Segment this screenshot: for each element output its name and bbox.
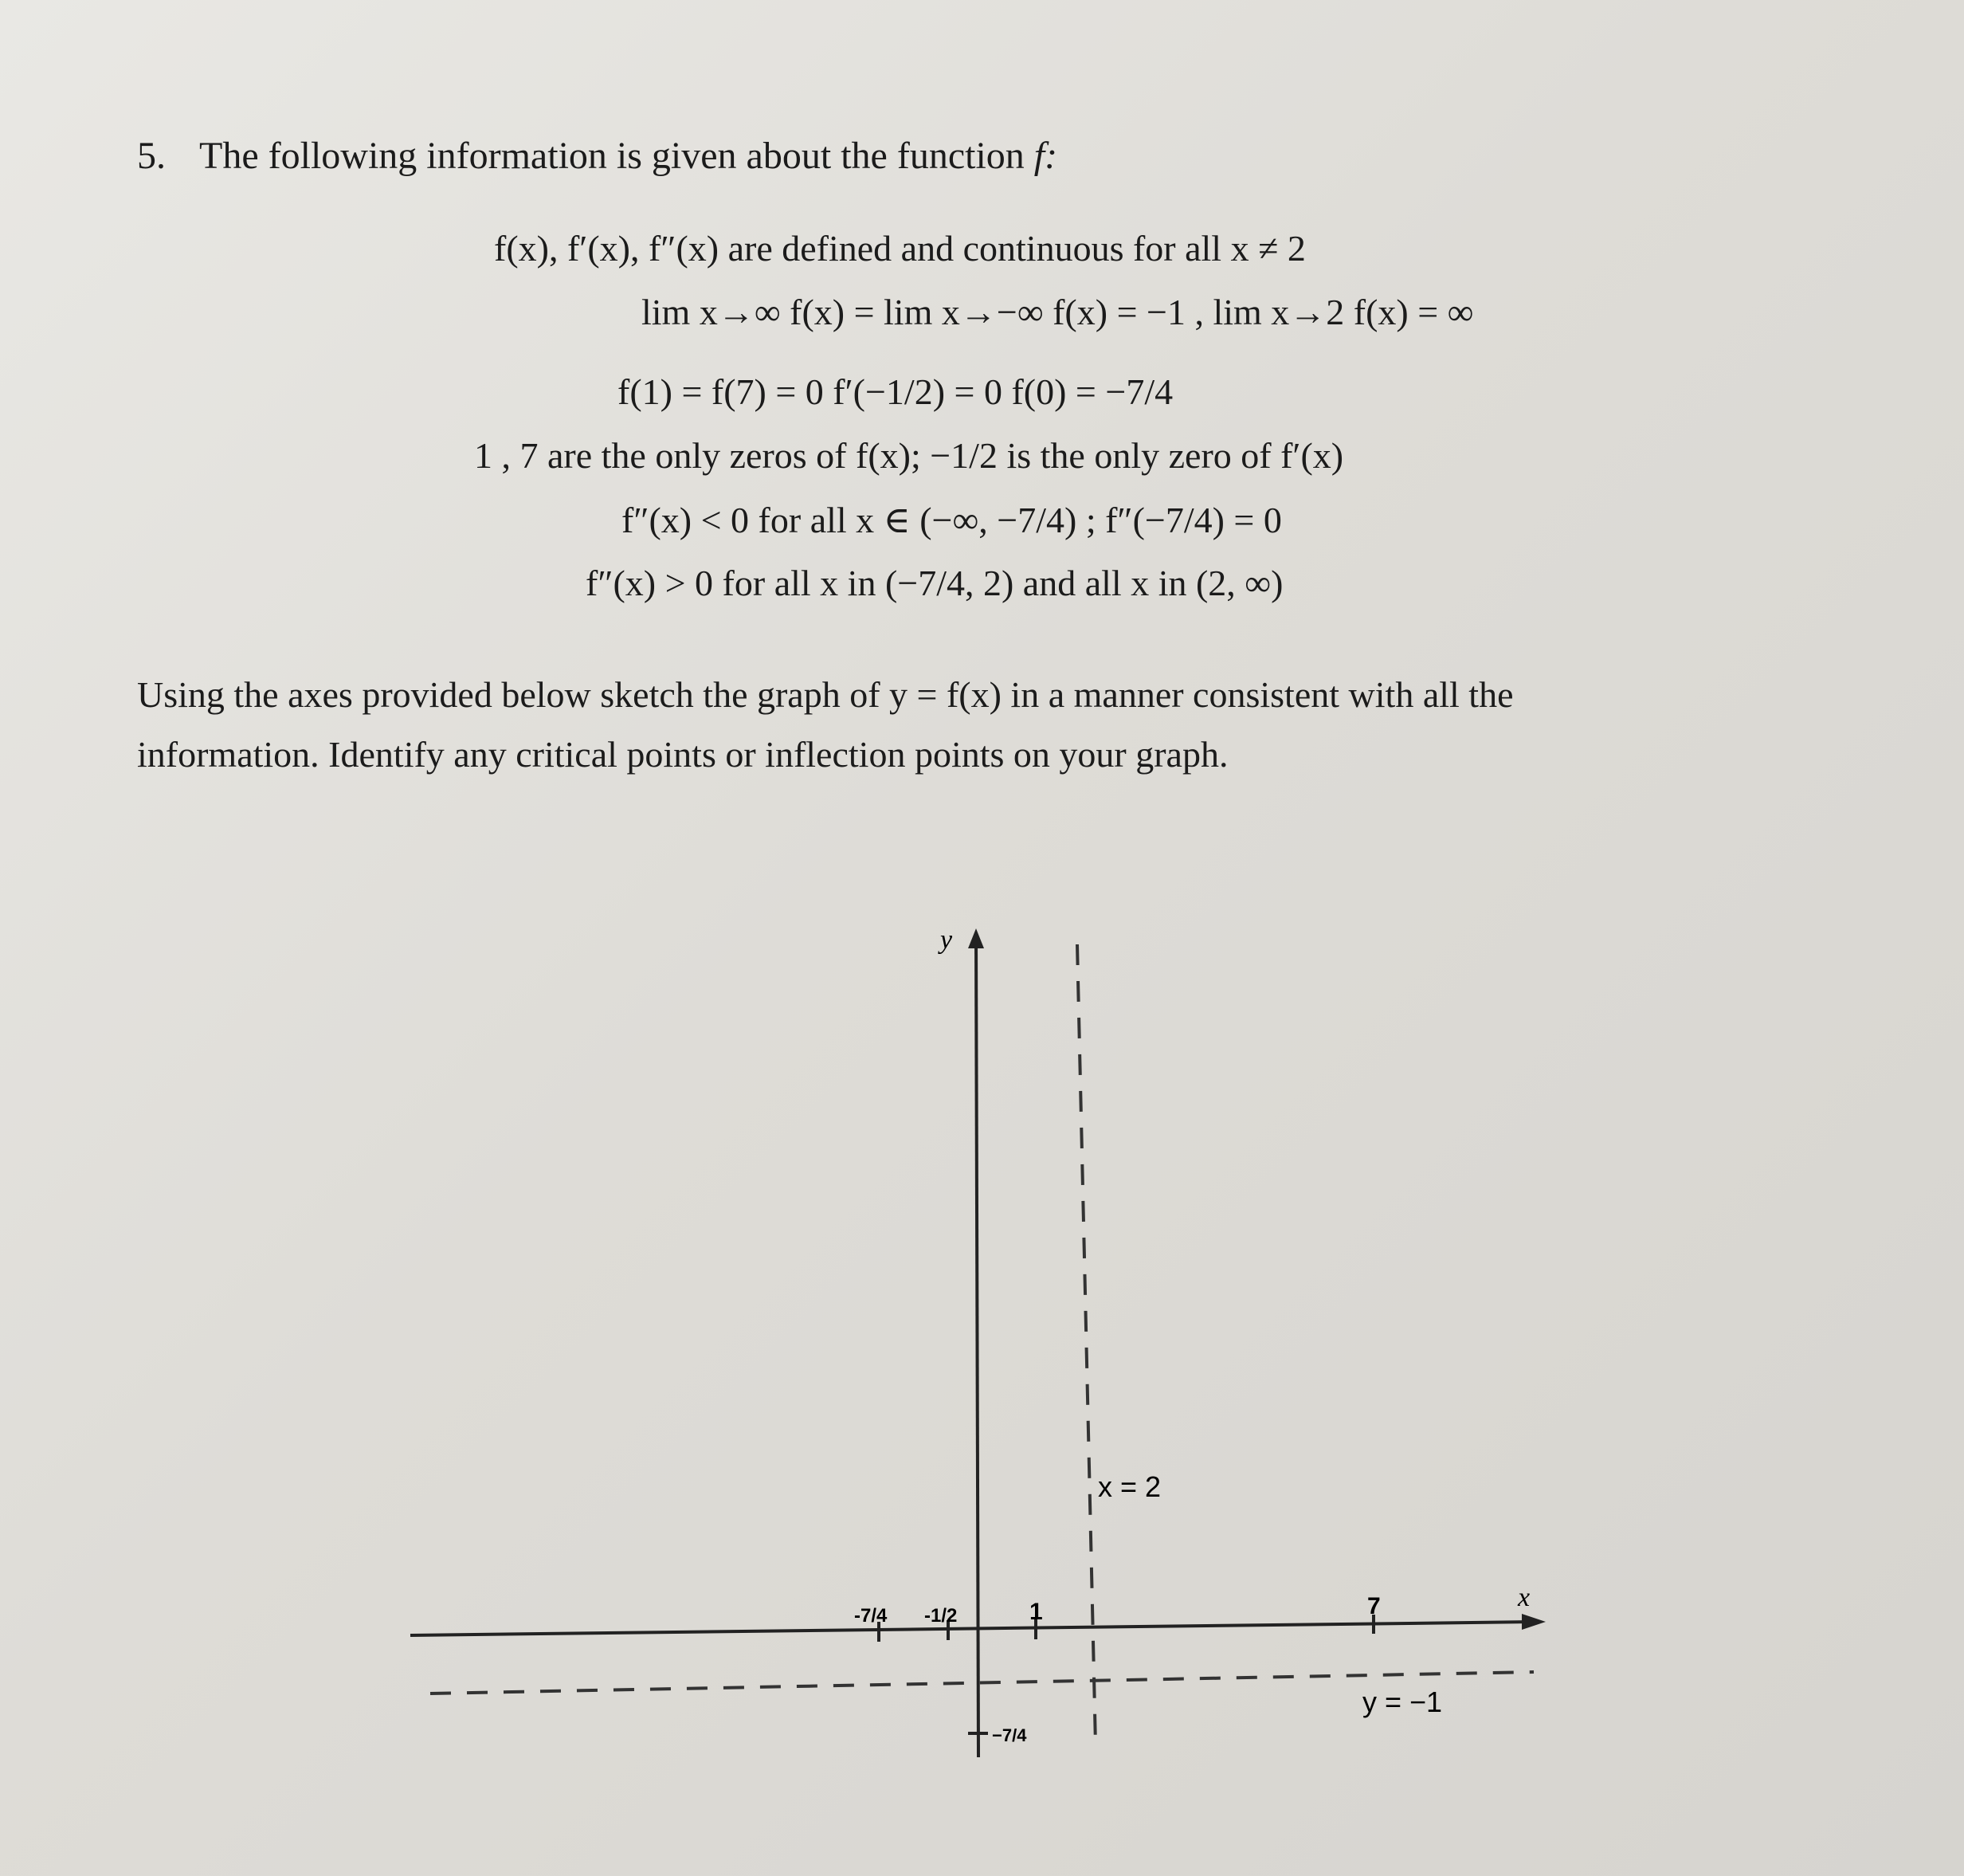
problem-number: 5. bbox=[137, 135, 166, 177]
x-axis bbox=[410, 1622, 1538, 1635]
condition-1: f(x), f′(x), f″(x) are defined and continuous for all x ≠ 2 bbox=[494, 228, 1306, 269]
tick-label-x-neg-1-2: -1/2 bbox=[924, 1605, 958, 1627]
tick-label-y-neg-7-4: −7/4 bbox=[992, 1725, 1027, 1745]
tick-label-x-7: 7 bbox=[1367, 1593, 1381, 1619]
condition-4: 1 , 7 are the only zeros of f(x); −1/2 is the only zero of f′(x) bbox=[474, 435, 1344, 476]
instruction-line-2: information. Identify any critical points or inflection points on your graph. bbox=[137, 734, 1229, 775]
condition-3: f(1) = f(7) = 0 f′(−1/2) = 0 f(0) = −7/4 bbox=[617, 371, 1174, 412]
condition-2: lim x→∞ f(x) = lim x→−∞ f(x) = −1 , lim x→2 f(x) = ∞ bbox=[641, 292, 1474, 332]
vertical-asymptote-label: x = 2 bbox=[1098, 1470, 1162, 1503]
x-axis-arrow bbox=[1522, 1614, 1546, 1630]
intro-text: The following information is given about the function bbox=[199, 135, 1025, 177]
y-axis-label: y bbox=[940, 925, 953, 955]
condition-5: f″(x) < 0 for all x ∈ (−∞, −7/4) ; f″(−7/4) = 0 bbox=[621, 500, 1282, 540]
vertical-asymptote bbox=[1077, 944, 1096, 1745]
instruction-line-1: Using the axes provided below sketch the graph of y = f(x) in a manner consistent with all the bbox=[137, 674, 1514, 715]
y-axis bbox=[976, 932, 978, 1757]
horizontal-asymptote-label: y = −1 bbox=[1362, 1686, 1443, 1718]
y-axis-arrow bbox=[968, 928, 984, 948]
condition-6: f″(x) > 0 for all x in (−7/4, 2) and all x in (2, ∞) bbox=[586, 563, 1284, 603]
tick-label-x-neg-7-4: -7/4 bbox=[854, 1605, 888, 1627]
x-axis-label: x bbox=[1518, 1583, 1531, 1612]
tick-label-x-1: 1 bbox=[1029, 1599, 1043, 1625]
function-name: f: bbox=[1033, 135, 1058, 177]
